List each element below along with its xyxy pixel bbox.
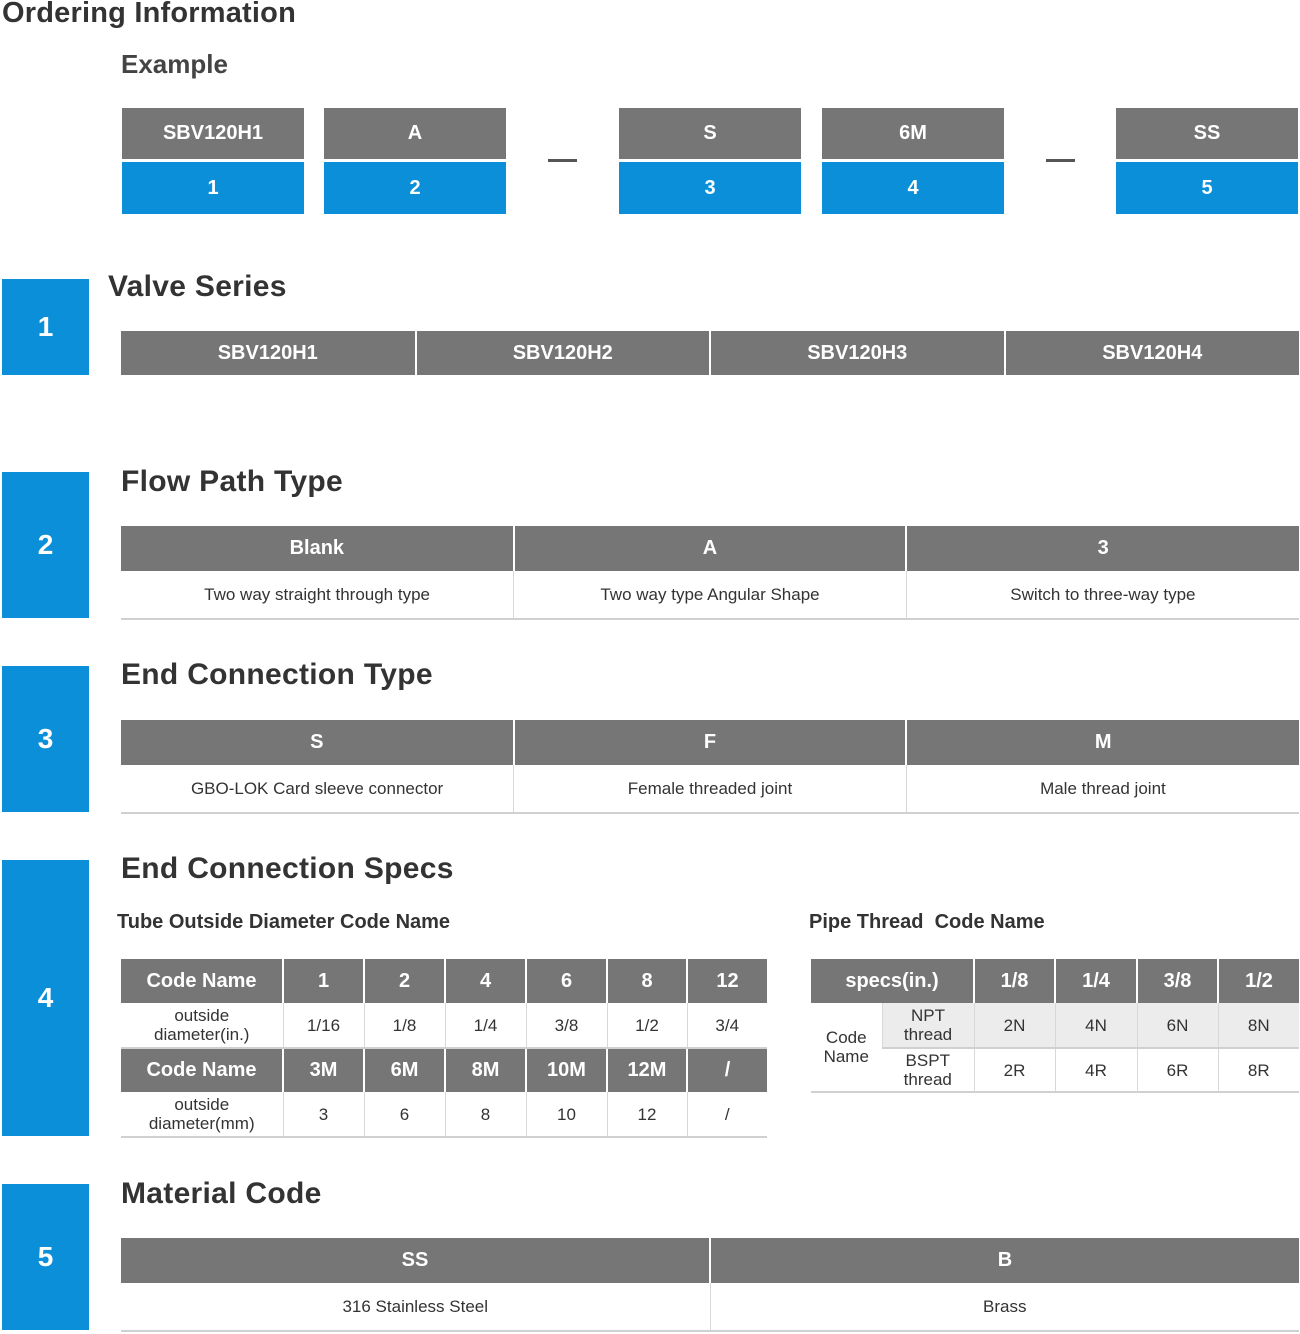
pipe-cell: 2N bbox=[974, 1003, 1055, 1048]
section-badge-5: 5 bbox=[2, 1184, 89, 1330]
tube-cell: 1/4 bbox=[445, 1003, 526, 1048]
tube-head-cell: 8 bbox=[607, 959, 687, 1003]
material-code-table bbox=[121, 1238, 1299, 1332]
end-connection-desc: GBO-LOK Card sleeve connector bbox=[121, 765, 514, 813]
section-title-end-connection-type: End Connection Type bbox=[121, 658, 433, 691]
tube-cell: 3 bbox=[283, 1092, 364, 1137]
tube-od-label: Tube Outside Diameter Code Name bbox=[117, 911, 451, 933]
valve-series-cell: SBV120H4 bbox=[1005, 331, 1300, 375]
pipe-head-cell: 3/8 bbox=[1137, 959, 1218, 1003]
pipe-group-label: Code Name bbox=[811, 1003, 882, 1092]
section-badge-4: 4 bbox=[2, 860, 89, 1136]
pipe-cell: 6N bbox=[1137, 1003, 1218, 1048]
example-code: SBV120H1 bbox=[122, 108, 304, 159]
tube-head-cell: 6 bbox=[526, 959, 607, 1003]
example-number: 3 bbox=[619, 162, 801, 214]
material-desc: Brass bbox=[710, 1283, 1299, 1331]
pipe-thread-label: Pipe Thread Code Name bbox=[809, 911, 1045, 933]
valve-series-cell: SBV120H1 bbox=[121, 331, 416, 375]
valve-series-cell: SBV120H3 bbox=[710, 331, 1005, 375]
example-code: 6M bbox=[822, 108, 1004, 159]
tube-row-label: outside diameter(mm) bbox=[121, 1092, 283, 1137]
tube-head-cell: 12 bbox=[687, 959, 767, 1003]
tube-head-cell: Code Name bbox=[121, 1048, 283, 1092]
material-code: B bbox=[710, 1238, 1299, 1283]
tube-cell: / bbox=[687, 1092, 767, 1137]
section-badge-2: 2 bbox=[2, 472, 89, 618]
valve-series-table bbox=[121, 331, 1299, 375]
tube-head-cell: / bbox=[687, 1048, 767, 1092]
material-code: SS bbox=[121, 1238, 710, 1283]
pipe-cell: 2R bbox=[974, 1048, 1055, 1092]
tube-head-cell: 3M bbox=[283, 1048, 364, 1092]
pipe-head-cell: specs(in.) bbox=[811, 959, 974, 1003]
pipe-head-cell: 1/4 bbox=[1055, 959, 1137, 1003]
page-title: Ordering Information bbox=[2, 0, 296, 29]
end-connection-code: S bbox=[121, 720, 514, 765]
pipe-row-label: BSPT thread bbox=[882, 1048, 974, 1092]
pipe-cell: 8R bbox=[1218, 1048, 1299, 1092]
end-connection-desc: Male thread joint bbox=[906, 765, 1299, 813]
flow-path-code: Blank bbox=[121, 526, 514, 571]
tube-row-label: outside diameter(in.) bbox=[121, 1003, 283, 1048]
section-title-material-code: Material Code bbox=[121, 1177, 322, 1210]
tube-head-cell: 12M bbox=[607, 1048, 687, 1092]
section-title-flow-path: Flow Path Type bbox=[121, 465, 343, 498]
example-number: 2 bbox=[324, 162, 506, 214]
example-box-5 bbox=[1116, 108, 1298, 214]
flow-path-desc: Switch to three-way type bbox=[906, 571, 1299, 619]
end-connection-code: F bbox=[514, 720, 907, 765]
section-badge-3: 3 bbox=[2, 666, 89, 812]
tube-cell: 1/8 bbox=[364, 1003, 445, 1048]
tube-cell: 10 bbox=[526, 1092, 607, 1137]
example-box-1 bbox=[122, 108, 304, 214]
dash-separator bbox=[1046, 159, 1075, 162]
example-box-2 bbox=[324, 108, 506, 214]
example-number: 4 bbox=[822, 162, 1004, 214]
flow-path-code: A bbox=[514, 526, 907, 571]
end-connection-desc: Female threaded joint bbox=[514, 765, 907, 813]
example-code: SS bbox=[1116, 108, 1298, 159]
flow-path-desc: Two way straight through type bbox=[121, 571, 514, 619]
section-title-end-connection-specs: End Connection Specs bbox=[121, 852, 454, 885]
pipe-head-cell: 1/8 bbox=[974, 959, 1055, 1003]
pipe-thread-table bbox=[811, 959, 1299, 1093]
tube-head-cell: Code Name bbox=[121, 959, 283, 1003]
material-desc: 316 Stainless Steel bbox=[121, 1283, 710, 1331]
flow-path-table bbox=[121, 526, 1299, 620]
pipe-cell: 6R bbox=[1137, 1048, 1218, 1092]
example-box-3 bbox=[619, 108, 801, 214]
tube-cell: 12 bbox=[607, 1092, 687, 1137]
tube-cell: 6 bbox=[364, 1092, 445, 1137]
pipe-head-cell: 1/2 bbox=[1218, 959, 1299, 1003]
example-number: 1 bbox=[122, 162, 304, 214]
section-badge-1: 1 bbox=[2, 279, 89, 375]
flow-path-code: 3 bbox=[906, 526, 1299, 571]
pipe-cell: 4R bbox=[1055, 1048, 1137, 1092]
tube-head-cell: 4 bbox=[445, 959, 526, 1003]
tube-head-cell: 1 bbox=[283, 959, 364, 1003]
valve-series-cell: SBV120H2 bbox=[416, 331, 711, 375]
section-title-valve-series: Valve Series bbox=[108, 270, 287, 303]
tube-cell: 1/16 bbox=[283, 1003, 364, 1048]
tube-head-cell: 10M bbox=[526, 1048, 607, 1092]
dash-separator bbox=[548, 159, 577, 162]
tube-head-cell: 6M bbox=[364, 1048, 445, 1092]
example-label: Example bbox=[121, 49, 228, 79]
tube-cell: 3/8 bbox=[526, 1003, 607, 1048]
end-connection-type-table bbox=[121, 720, 1299, 814]
example-box-4 bbox=[822, 108, 1004, 214]
tube-cell: 1/2 bbox=[607, 1003, 687, 1048]
flow-path-desc: Two way type Angular Shape bbox=[514, 571, 907, 619]
pipe-cell: 8N bbox=[1218, 1003, 1299, 1048]
example-number: 5 bbox=[1116, 162, 1298, 214]
end-connection-code: M bbox=[906, 720, 1299, 765]
tube-cell: 8 bbox=[445, 1092, 526, 1137]
example-code: S bbox=[619, 108, 801, 159]
example-code: A bbox=[324, 108, 506, 159]
tube-head-cell: 2 bbox=[364, 959, 445, 1003]
pipe-row-label: NPT thread bbox=[882, 1003, 974, 1048]
tube-cell: 3/4 bbox=[687, 1003, 767, 1048]
tube-head-cell: 8M bbox=[445, 1048, 526, 1092]
tube-od-table bbox=[121, 959, 767, 1138]
pipe-cell: 4N bbox=[1055, 1003, 1137, 1048]
